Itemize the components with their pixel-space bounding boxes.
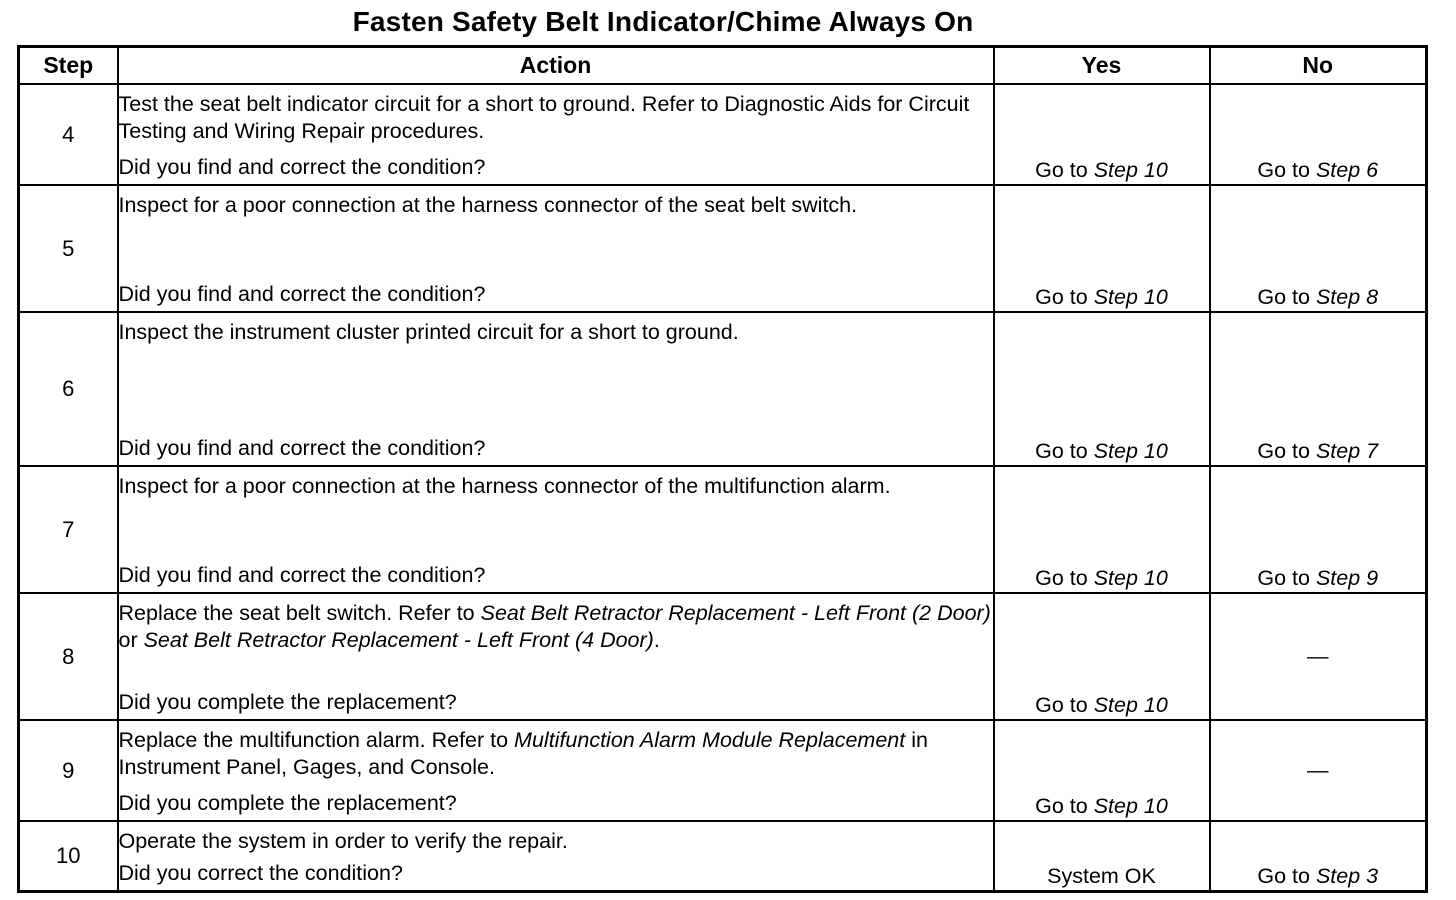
action-question: Did you complete the replacement? (118, 791, 457, 815)
no-result (1210, 466, 1427, 593)
action-cell (118, 593, 994, 720)
yes-result-text: Go to Step 10 (1035, 158, 1168, 182)
yes-result-text: Go to Step 10 (1035, 566, 1168, 590)
yes-result (994, 593, 1210, 720)
step-reference: Step 8 (1315, 285, 1379, 309)
yes-result (994, 821, 1210, 892)
action-text-part: Replace the multifunction alarm. Refer to (118, 728, 515, 752)
step-number: 6 (19, 312, 118, 466)
not-applicable-dash: — (1307, 758, 1329, 782)
no-result-text: Go to Step 7 (1257, 439, 1379, 463)
no-result-text: Go to Step 8 (1257, 285, 1379, 309)
not-applicable-dash: — (1307, 644, 1329, 668)
yes-result-text: Go to Step 10 (1035, 693, 1168, 717)
step-reference: Step 3 (1315, 864, 1379, 888)
no-result-text: Go to Step 6 (1257, 158, 1379, 182)
step-reference: Step 10 (1093, 566, 1168, 590)
action-text (119, 594, 993, 654)
action-cell (118, 466, 994, 593)
no-result (1210, 185, 1427, 312)
action-question: Did you find and correct the condition? (118, 155, 486, 179)
yes-result-text: Go to Step 10 (1035, 439, 1168, 463)
table-row (19, 720, 1427, 821)
step-number: 4 (19, 84, 118, 185)
no-result (1210, 593, 1427, 720)
yes-result-text: Go to Step 10 (1035, 285, 1168, 309)
action-text: Operate the system in order to verify the repair. (118, 829, 568, 853)
step-reference: Step 7 (1315, 439, 1379, 463)
action-cell (118, 84, 994, 185)
action-text-part: in Instrument Panel, Gages, and Console. (118, 728, 928, 779)
action-question: Did you complete the replacement? (118, 690, 457, 714)
table-row (19, 312, 1427, 466)
document-reference: Seat Belt Retractor Replacement - Left Front (4 Door) (143, 628, 654, 652)
table-row (19, 84, 1427, 185)
page-title: Fasten Safety Belt Indicator/Chime Always On (352, 6, 974, 37)
header-step: Step (19, 47, 118, 85)
step-number: 7 (19, 466, 118, 593)
action-text: Inspect for a poor connection at the harness connector of the multifunction alarm. (118, 474, 891, 498)
yes-result-text: System OK (1047, 864, 1156, 888)
step-reference: Step 10 (1093, 693, 1168, 717)
action-question: Did you correct the condition? (118, 861, 403, 885)
no-result-text: Go to Step 3 (1257, 864, 1379, 888)
step-reference: Step 10 (1093, 158, 1168, 182)
no-result (1210, 312, 1427, 466)
action-text (119, 721, 993, 781)
diagnostic-table (17, 45, 1428, 893)
action-question: Did you find and correct the condition? (118, 563, 486, 587)
action-cell (118, 821, 994, 892)
action-cell (118, 312, 994, 466)
action-text: Inspect for a poor connection at the harness connector of the seat belt switch. (118, 193, 858, 217)
action-cell (118, 720, 994, 821)
step-reference: Step 10 (1093, 285, 1168, 309)
header-action: Action (118, 47, 994, 85)
step-reference: Step 10 (1093, 794, 1168, 818)
table-row (19, 593, 1427, 720)
step-reference: Step 10 (1093, 439, 1168, 463)
yes-result (994, 466, 1210, 593)
table-row (19, 185, 1427, 312)
action-text-part: Replace the seat belt switch. Refer to (118, 601, 481, 625)
step-number: 5 (19, 185, 118, 312)
action-text-part: . (653, 628, 660, 652)
action-question: Did you find and correct the condition? (118, 282, 486, 306)
action-cell (118, 185, 994, 312)
no-result (1210, 720, 1427, 821)
yes-result (994, 312, 1210, 466)
header-no: No (1210, 47, 1427, 85)
no-result-text: Go to Step 9 (1257, 566, 1379, 590)
step-reference: Step 9 (1315, 566, 1379, 590)
document-reference: Seat Belt Retractor Replacement - Left Front (2 Door) (480, 601, 991, 625)
step-number: 9 (19, 720, 118, 821)
action-text: Inspect the instrument cluster printed circuit for a short to ground. (118, 320, 739, 344)
step-number: 8 (19, 593, 118, 720)
step-number: 10 (19, 821, 118, 892)
action-text-part: or (118, 628, 144, 652)
yes-result-text: Go to Step 10 (1035, 794, 1168, 818)
action-text: Test the seat belt indicator circuit for a short to ground. Refer to Diagnostic Aids for Circuit Testing and Wiring Repair procedures. (118, 92, 970, 143)
yes-result (994, 720, 1210, 821)
header-yes: Yes (994, 47, 1210, 85)
yes-result (994, 84, 1210, 185)
table-row (19, 821, 1427, 892)
document-reference: Multifunction Alarm Module Replacement (514, 728, 906, 752)
step-reference: Step 6 (1315, 158, 1379, 182)
action-question: Did you find and correct the condition? (118, 436, 486, 460)
no-result (1210, 84, 1427, 185)
table-header-row (19, 47, 1427, 85)
yes-result (994, 185, 1210, 312)
table-row (19, 466, 1427, 593)
no-result (1210, 821, 1427, 892)
